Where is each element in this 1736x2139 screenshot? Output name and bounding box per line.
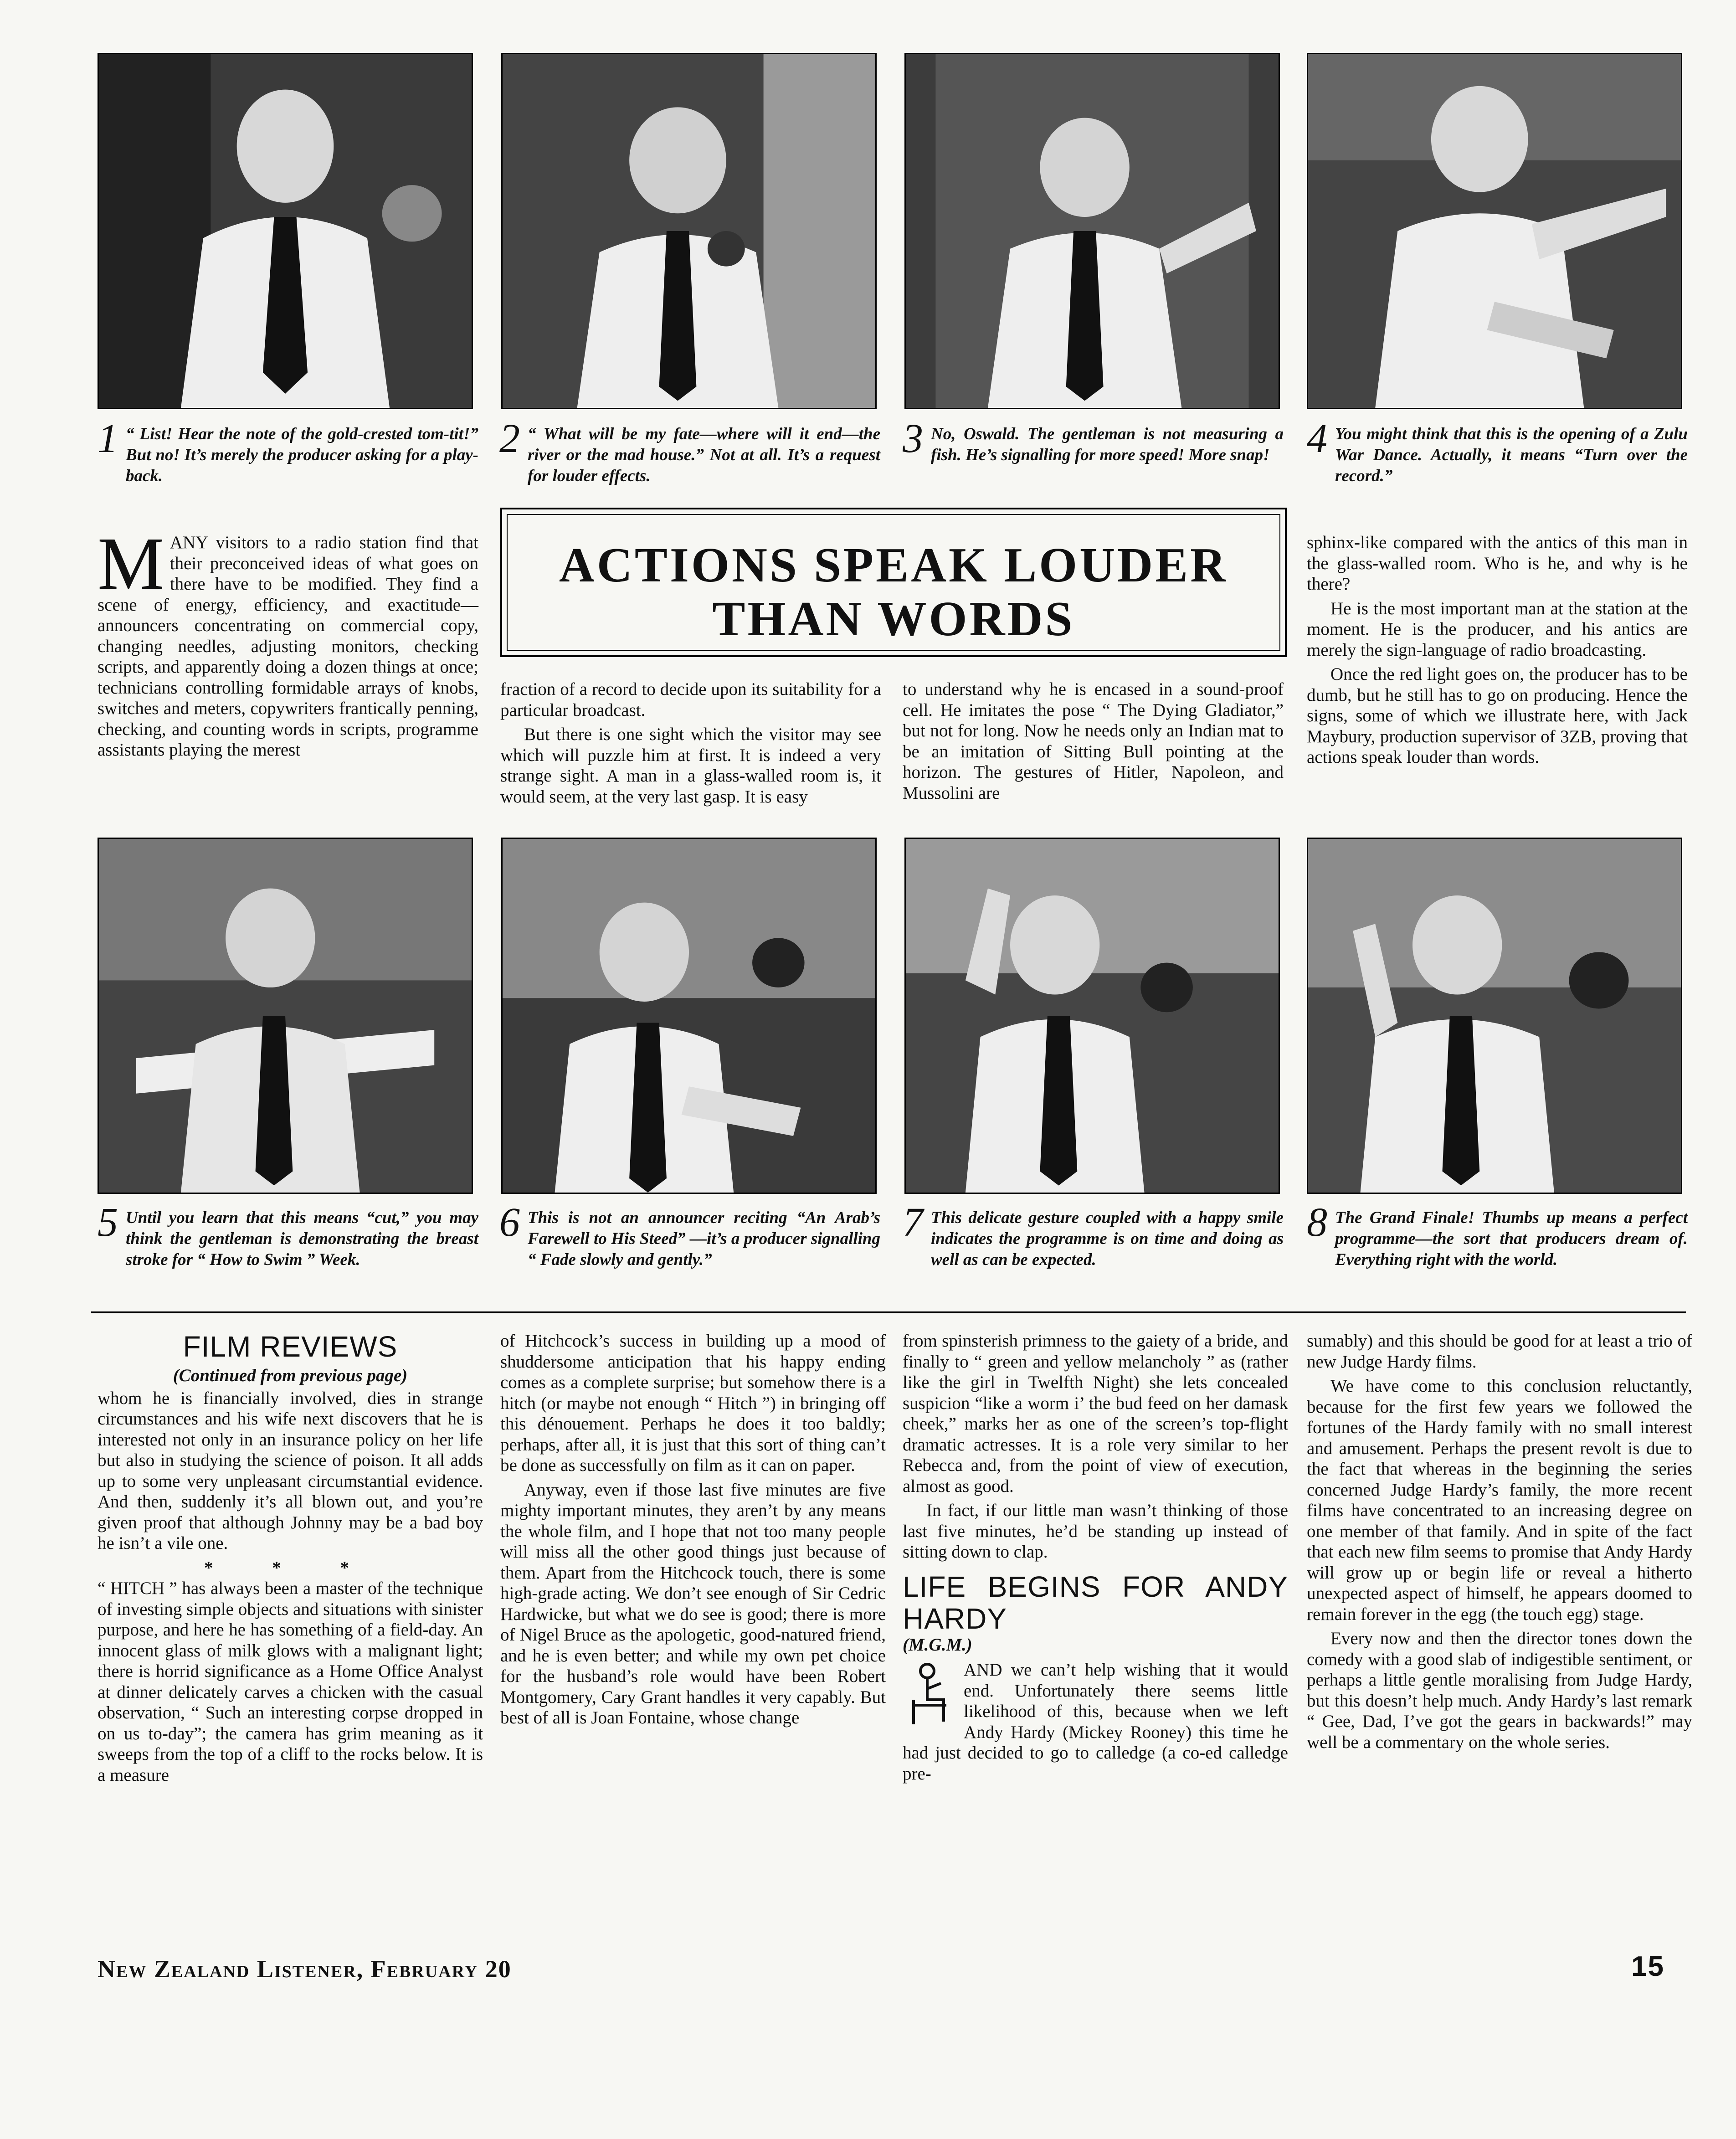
caption-2 xyxy=(499,416,880,488)
article-col4-p1: sphinx-like compared with the antics of this man in the glass-walled room. Who is he, and why is he there? xyxy=(1307,533,1688,594)
photo-1-image xyxy=(99,54,472,408)
life-begins-heading: LIFE BEGINS FOR ANDY HARDY xyxy=(903,1570,1288,1635)
photo-7 xyxy=(904,838,1280,1194)
caption-8 xyxy=(1307,1200,1688,1294)
caption-6 xyxy=(499,1200,880,1294)
film-col3-p2: In fact, if our little man wasn’t thinking of those last five minutes, he’d be standing up instead of sitting down to clap. xyxy=(903,1501,1288,1562)
article-title-line2: THAN WORDS xyxy=(712,592,1075,646)
article-column-2 xyxy=(500,679,881,834)
caption-7-text: This delicate gesture coupled with a happy smile indicates the programme is on time and doing as well as can be expected. xyxy=(931,1208,1284,1269)
article-title-line1: ACTIONS SPEAK LOUDER xyxy=(559,538,1228,592)
film-col1-p2: “ HITCH ” has always been a master of the technique of investing simple objects and situations with sinister purpose, and here he has something of a field-day. An innocent glass of milk glows with a malignant light; there is horrid significance as a Home Office Analyst at dinner delicately carves a chicken with the casual observation, “ Such an interesting corpse dropped in on us to-day”; the camera has grim meaning as it sweeps from the top of a cliff to the rocks below. It is a measure xyxy=(98,1579,483,1785)
caption-8-number: 8 xyxy=(1307,1200,1327,1245)
caption-2-number: 2 xyxy=(499,416,520,461)
film-reviews-subheading: (Continued from previous page) xyxy=(173,1366,408,1385)
film-reviews-column-1 xyxy=(98,1331,483,1932)
photo-2 xyxy=(501,53,877,409)
article-column-1 xyxy=(98,522,478,833)
caption-2-text: “ What will be my fate—where will it end—the river or the mad house.” Not at all. It’s a request for louder effects. xyxy=(528,425,880,485)
article-col2-p1: fraction of a record to decide upon its suitability for a particular broadcast. xyxy=(500,679,881,720)
photo-1 xyxy=(98,53,473,409)
caption-3 xyxy=(903,416,1284,488)
article-column-3 xyxy=(903,679,1284,834)
caption-3-number: 3 xyxy=(903,416,923,461)
photo-4-image xyxy=(1308,54,1681,408)
article-column-4 xyxy=(1307,532,1688,833)
caption-1 xyxy=(98,416,478,488)
seated-figure-icon xyxy=(903,1661,957,1730)
caption-4 xyxy=(1307,416,1688,488)
photo-5-image xyxy=(99,839,472,1193)
caption-7 xyxy=(903,1200,1284,1294)
caption-7-number: 7 xyxy=(903,1200,923,1245)
article-title-box xyxy=(500,508,1287,657)
section-divider xyxy=(91,1311,1686,1313)
article-col4-p2: He is the most important man at the station at the moment. He is the producer, and his antics are merely the sign-language of radio broadcasting. xyxy=(1307,598,1688,660)
photo-3 xyxy=(904,53,1280,409)
dropcap: M xyxy=(98,522,164,605)
caption-4-number: 4 xyxy=(1307,416,1327,461)
caption-5 xyxy=(98,1200,478,1294)
caption-3-text: No, Oswald. The gentleman is not measuring a fish. He’s signalling for more speed! More snap! xyxy=(931,425,1284,464)
caption-6-number: 6 xyxy=(499,1200,520,1245)
caption-8-text: The Grand Finale! Thumbs up means a perfect programme—the sort that producers dream of. Everything right with the world. xyxy=(1335,1208,1688,1269)
film-col2-p1: of Hitchcock’s success in building up a mood of shuddersome anticipation that his happy ending comes as a complete surprise; but somehow there is a hitch (or maybe not enough “ Hitch ”) in bringing off this dénouement. Perhaps he does it too baldly; perhaps, after all, it is just that this sort of thing can’t be done as successfully on film as it can on paper. xyxy=(500,1331,886,1475)
photo-3-image xyxy=(906,54,1279,408)
photo-5 xyxy=(98,838,473,1194)
film-reviews-heading: FILM REVIEWS xyxy=(183,1330,398,1363)
caption-6-text: This is not an announcer reciting “An Arab’s Farewell to His Steed” —it’s a producer signalling “ Fade slowly and gently.” xyxy=(528,1208,880,1269)
caption-1-number: 1 xyxy=(98,416,118,461)
article-col4-p3: Once the red light goes on, the producer has to be dumb, but he still has to go on producing. Hence the signs, some of which we illustrate here, with Jack Maybury, production supervisor of 3ZB, proving that actions speak louder than words. xyxy=(1307,664,1688,767)
article-col2-p2: But there is one sight which the visitor may see which will puzzle him at first. It is indeed a very strange sight. A man in a glass-walled room is, it would seem, at the very last gasp. It is easy xyxy=(500,725,881,807)
photo-8-image xyxy=(1308,839,1681,1193)
photo-7-image xyxy=(906,839,1279,1193)
film-col4-p2: We have come to this conclusion reluctantly, because for the first few years we followed the fortunes of the Hardy family with no small interest and amusement. Perhaps the present revolt is due to the fact that whereas in the beginning the series concerned Judge Hardy’s family, the more recent films have concentrated to an increasing degree on one member of that family. And in spite of the fact that each new film seems to promise that Andy Hardy will grow up or begin life or reveal a hitherto unexpected aspect of himself, he appears doomed to remain forever in the egg (the touch egg) stage. xyxy=(1307,1376,1692,1624)
film-col3-p1: from spinsterish primness to the gaiety of a bride, and finally to “ green and yellow melancholy ” as (rather like the girl in Twelfth Night) she lets concealed suspicion “like a worm i’ the bud feed on her damask cheek,” marks her as one of the screen’s top-flight dramatic actresses. It is a role very similar to her Rebecca and, from the point of view of execution, almost as good. xyxy=(903,1331,1288,1496)
film-col3-p3: AND we can’t help wishing that it would end. Unfortunately there seems little likelihood of this, because when we left Andy Hardy (Mickey Rooney) this time he had just decided to go to calledge (a co-ed calledge pre- xyxy=(903,1660,1288,1784)
film-reviews-column-2 xyxy=(500,1331,886,1932)
film-col1-p1: whom he is financially involved, dies in strange circumstances and his wife next discovers that he is interested not only in an insurance policy on her life but also in studying the science of poison. It all adds up to some very unpleasant circumstantial evidence. And then, suddenly it’s all blown out, and you’re given proof that although Johnny may be a bad boy he isn’t a vile one. xyxy=(98,1388,483,1553)
article-col1-text: ANY visitors to a radio station find that their preconceived ideas of what goes on there have to be modified. They find a scene of energy, efficiency, and exactitude—announcers concentrating on commercial copy, changing needles, adjusting monitors, checking scripts, and apparently doing a dozen things at once; technicians controlling formidable arrays of knobs, switches and meters, copywriters frantically penning, checking, and counting words in scripts, programme assistants playing the merest xyxy=(98,533,478,760)
film-reviews-column-4 xyxy=(1307,1331,1692,1932)
film-reviews-column-3 xyxy=(903,1331,1288,1932)
film-col4-p3: Every now and then the director tones down the comedy with a good slab of indigestible sentiment, or perhaps a little gentle moralising from Judge Hardy, but this doesn’t help much. Andy Hardy’s last remark “ Gee, Dad, I’ve got the gears in backwards!” may well be a commentary on the whole series. xyxy=(1307,1629,1692,1752)
caption-5-text: Until you learn that this means “cut,” you may think the gentleman is demonstrating the breast stroke for “ How to Swim ” Week. xyxy=(126,1208,478,1269)
photo-2-image xyxy=(503,54,875,408)
film-col2-p2: Anyway, even if those last five minutes are five mighty important minutes, they aren’t by any means the whole film, and I hope that not too many people will miss all the other good things just because of them. Apart from the Hitchcock touch, there is some high-grade acting. We don’t see enough of Sir Cedric Hardwicke, but what we do see is good; there is more of Nigel Bruce as the apologetic, good-natured friend, and he is even better; and while my own pet choice for the husband’s role would have been Robert Montgomery, Cary Grant handles it very capably. But best of all is Joan Fontaine, whose change xyxy=(500,1480,886,1728)
article-title-frame xyxy=(507,514,1280,651)
caption-4-text: You might think that this is the opening of a Zulu War Dance. Actually, it means “Turn over the record.” xyxy=(1335,425,1688,485)
photo-6-image xyxy=(503,839,875,1193)
photo-4 xyxy=(1307,53,1682,409)
caption-1-text: “ List! Hear the note of the gold-crested tom-tit!” But no! It’s merely the producer asking for a play-back. xyxy=(126,425,478,485)
life-begins-studio: (M.G.M.) xyxy=(903,1635,972,1655)
article-col3-text: to understand why he is encased in a sound-proof cell. He imitates the pose “ The Dying Gladiator,” but not for long. Now he needs only an Indian mat to be an imitation of Sitting Bull pointing at the horizon. The gestures of Hitler, Napoleon, and Mussolini are xyxy=(903,679,1284,803)
photo-6 xyxy=(501,838,877,1194)
caption-5-number: 5 xyxy=(98,1200,118,1245)
publication-footer: New Zealand Listener, February 20 xyxy=(98,1955,512,1983)
photo-8 xyxy=(1307,838,1682,1194)
section-stars: * * * xyxy=(204,1558,376,1578)
page-number: 15 xyxy=(1631,1951,1664,1982)
film-col4-p1: sumably) and this should be good for at least a trio of new Judge Hardy films. xyxy=(1307,1331,1692,1372)
